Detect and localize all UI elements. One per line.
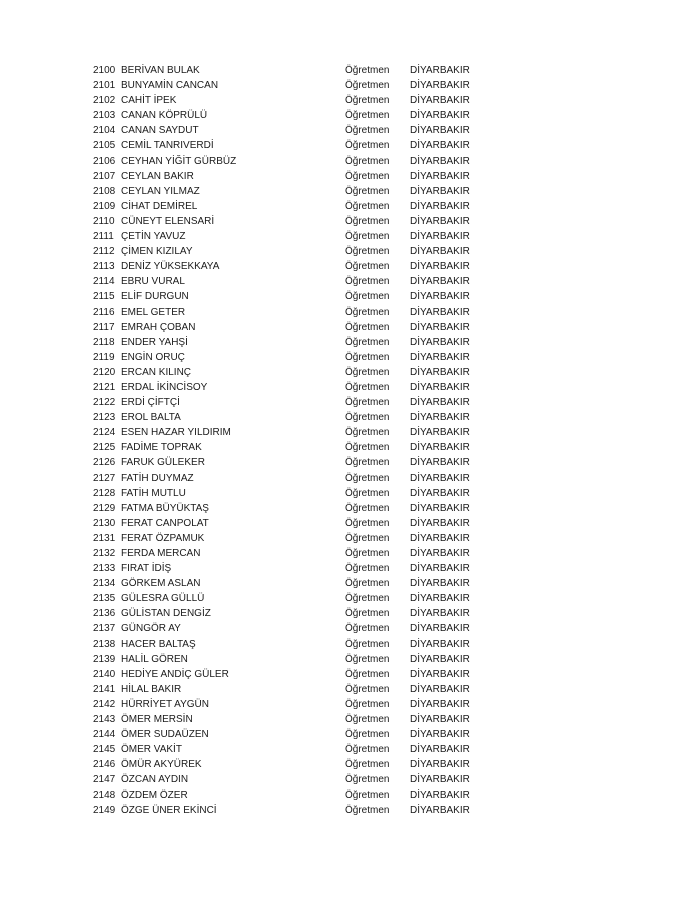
role-label: Öğretmen [345, 714, 390, 726]
record-number: 2105 [93, 140, 116, 152]
list-item [93, 803, 493, 818]
person-name: EBRU VURAL [121, 276, 185, 288]
list-item [93, 788, 493, 803]
person-name: EMEL GETER [121, 306, 186, 318]
list-item [93, 138, 493, 153]
city-label: DİYARBAKIR [410, 231, 470, 243]
city-label: DİYARBAKIR [410, 412, 470, 424]
list-item [93, 214, 493, 229]
list-item [93, 63, 493, 78]
list-item [93, 335, 493, 350]
role-label: Öğretmen [345, 291, 390, 303]
role-label: Öğretmen [345, 185, 390, 197]
person-name: FADİME TOPRAK [121, 442, 202, 454]
list-item [93, 772, 493, 787]
record-number: 2146 [93, 759, 116, 771]
city-label: DİYARBAKIR [410, 548, 470, 559]
role-label: Öğretmen [345, 110, 390, 122]
record-number: 2135 [93, 593, 116, 605]
role-label: Öğretmen [345, 517, 390, 529]
city-label: DİYARBAKIR [410, 759, 470, 771]
person-name: CEYLAN BAKIR [121, 170, 194, 182]
role-label: Öğretmen [345, 366, 390, 378]
record-number: 2128 [93, 487, 116, 499]
person-name: FARUK GÜLEKER [121, 457, 205, 469]
role-label: Öğretmen [345, 789, 390, 801]
city-label: DİYARBAKIR [410, 291, 470, 303]
list-item [93, 274, 493, 289]
list-item [93, 229, 493, 244]
city-label: DİYARBAKIR [410, 321, 470, 333]
list-item [93, 667, 493, 682]
role-label: Öğretmen [345, 351, 390, 363]
record-number: 2100 [93, 65, 116, 76]
list-item [93, 244, 493, 259]
city-label: DİYARBAKIR [410, 653, 470, 665]
record-number: 2117 [93, 321, 115, 333]
city-label: DİYARBAKIR [410, 457, 470, 469]
role-label: Öğretmen [345, 321, 390, 333]
city-label: DİYARBAKIR [410, 683, 470, 695]
list-item [93, 471, 493, 486]
record-number: 2147 [93, 774, 116, 786]
record-number: 2107 [93, 170, 116, 182]
role-label: Öğretmen [345, 140, 390, 152]
record-number: 2115 [93, 291, 115, 303]
city-label: DİYARBAKIR [410, 65, 470, 76]
city-label: DİYARBAKIR [410, 351, 470, 363]
role-label: Öğretmen [345, 608, 390, 620]
city-label: DİYARBAKIR [410, 563, 470, 575]
record-number: 2106 [93, 155, 116, 167]
list-item [93, 501, 493, 516]
role-label: Öğretmen [345, 65, 390, 76]
role-label: Öğretmen [345, 638, 390, 650]
person-name: FATİH MUTLU [121, 487, 186, 499]
role-label: Öğretmen [345, 472, 390, 484]
record-number: 2136 [93, 608, 116, 620]
role-label: Öğretmen [345, 653, 390, 665]
list-item [93, 350, 493, 365]
role-label: Öğretmen [345, 563, 390, 575]
person-name: CAHİT İPEK [121, 95, 177, 107]
list-item [93, 712, 493, 727]
person-name: ELİF DURGUN [121, 291, 189, 303]
list-item [93, 395, 493, 410]
list-item [93, 154, 493, 169]
person-name: CEMİL TANRIVERDİ [121, 140, 214, 152]
role-label: Öğretmen [345, 668, 390, 680]
record-number: 2141 [93, 683, 116, 695]
city-label: DİYARBAKIR [410, 336, 470, 348]
role-label: Öğretmen [345, 774, 390, 786]
list-item [93, 591, 493, 606]
record-number: 2113 [93, 261, 115, 273]
list-item [93, 561, 493, 576]
person-name: BUNYAMİN CANCAN [121, 80, 219, 92]
person-name: ESEN HAZAR YILDIRIM [121, 427, 231, 439]
record-number: 2129 [93, 502, 116, 514]
city-label: DİYARBAKIR [410, 442, 470, 454]
record-number: 2125 [93, 442, 116, 454]
record-number: 2118 [93, 336, 115, 348]
person-name: ERCAN KILINÇ [121, 366, 192, 378]
city-label: DİYARBAKIR [410, 80, 470, 92]
record-number: 2109 [93, 200, 116, 212]
person-name: CİHAT DEMİREL [121, 200, 198, 212]
record-number: 2132 [93, 548, 116, 559]
list-item [93, 697, 493, 712]
role-label: Öğretmen [345, 729, 390, 741]
city-label: DİYARBAKIR [410, 517, 470, 529]
list-item [93, 78, 493, 93]
person-name: GÜLİSTAN DENGİZ [121, 608, 211, 620]
list-item [93, 169, 493, 184]
person-name: FERAT ÖZPAMUK [121, 532, 205, 544]
role-label: Öğretmen [345, 381, 390, 393]
list-item [93, 259, 493, 274]
role-label: Öğretmen [345, 95, 390, 107]
role-label: Öğretmen [345, 200, 390, 212]
role-label: Öğretmen [345, 412, 390, 424]
list-item [93, 621, 493, 636]
person-name: BERİVAN BULAK [121, 65, 200, 76]
record-number: 2120 [93, 366, 116, 378]
person-name: ENDER YAHŞİ [121, 336, 188, 348]
role-label: Öğretmen [345, 155, 390, 167]
role-label: Öğretmen [345, 744, 390, 756]
city-label: DİYARBAKIR [410, 110, 470, 122]
list-item [93, 516, 493, 531]
person-name: ÖMER MERSİN [121, 714, 193, 726]
role-label: Öğretmen [345, 578, 390, 590]
role-label: Öğretmen [345, 532, 390, 544]
city-label: DİYARBAKIR [410, 714, 470, 726]
role-label: Öğretmen [345, 457, 390, 469]
person-name: CEYHAN YİĞİT GÜRBÜZ [121, 155, 237, 167]
person-name: GÖRKEM ASLAN [121, 578, 201, 590]
city-label: DİYARBAKIR [410, 502, 470, 514]
city-label: DİYARBAKIR [410, 789, 470, 801]
city-label: DİYARBAKIR [410, 608, 470, 620]
list-item [93, 757, 493, 772]
record-number: 2140 [93, 668, 116, 680]
person-name: DENİZ YÜKSEKKAYA [121, 261, 220, 273]
city-label: DİYARBAKIR [410, 804, 470, 816]
person-name: ÖMER VAKİT [121, 744, 182, 756]
record-number: 2130 [93, 517, 116, 529]
role-label: Öğretmen [345, 306, 390, 318]
list-item [93, 184, 493, 199]
list-item [93, 123, 493, 138]
record-number: 2131 [93, 532, 116, 544]
role-label: Öğretmen [345, 231, 390, 243]
record-number: 2102 [93, 95, 116, 107]
record-number: 2111 [93, 231, 114, 243]
person-name: ÖZDEM ÖZER [121, 789, 188, 801]
list-item [93, 727, 493, 742]
list-item [93, 289, 493, 304]
role-label: Öğretmen [345, 759, 390, 771]
record-number: 2144 [93, 729, 116, 741]
list-item [93, 320, 493, 335]
list-item [93, 425, 493, 440]
record-number: 2143 [93, 714, 116, 726]
city-label: DİYARBAKIR [410, 246, 470, 258]
record-number: 2119 [93, 351, 115, 363]
city-label: DİYARBAKIR [410, 200, 470, 212]
person-name: ÇİMEN KIZILAY [121, 246, 193, 258]
record-number: 2123 [93, 412, 116, 424]
person-name: CANAN KÖPRÜLÜ [121, 110, 208, 122]
person-name: FIRAT İDİŞ [121, 563, 172, 575]
city-label: DİYARBAKIR [410, 593, 470, 605]
role-label: Öğretmen [345, 336, 390, 348]
record-number: 2124 [93, 427, 116, 439]
role-label: Öğretmen [345, 683, 390, 695]
record-number: 2126 [93, 457, 116, 469]
role-label: Öğretmen [345, 698, 390, 710]
role-label: Öğretmen [345, 246, 390, 258]
record-number: 2149 [93, 804, 116, 816]
role-label: Öğretmen [345, 261, 390, 273]
record-number: 2139 [93, 653, 116, 665]
city-label: DİYARBAKIR [410, 774, 470, 786]
person-name: CANAN SAYDUT [121, 125, 199, 137]
person-name: GÜLESRA GÜLLÜ [121, 593, 205, 605]
city-label: DİYARBAKIR [410, 306, 470, 318]
role-label: Öğretmen [345, 170, 390, 182]
record-number: 2110 [93, 215, 115, 227]
person-name: ERDİ ÇİFTÇİ [121, 397, 180, 409]
city-label: DİYARBAKIR [410, 623, 470, 635]
person-name: FERDA MERCAN [121, 548, 201, 559]
person-name: FATİH DUYMAZ [121, 472, 194, 484]
city-label: DİYARBAKIR [410, 638, 470, 650]
city-label: DİYARBAKIR [410, 125, 470, 137]
city-label: DİYARBAKIR [410, 427, 470, 439]
record-number: 2114 [93, 276, 115, 288]
person-name: CÜNEYT ELENSARİ [121, 215, 215, 227]
person-name: ÖMER SUDAÜZEN [121, 729, 209, 741]
role-label: Öğretmen [345, 593, 390, 605]
person-name: FATMA BÜYÜKTAŞ [121, 502, 209, 514]
list-item [93, 440, 493, 455]
person-name: EROL BALTA [121, 412, 181, 424]
person-name: FERAT CANPOLAT [121, 517, 209, 529]
person-name: ENGİN ORUÇ [121, 351, 185, 363]
record-number: 2108 [93, 185, 116, 197]
record-number: 2103 [93, 110, 116, 122]
role-label: Öğretmen [345, 427, 390, 439]
teacher-list [93, 63, 493, 818]
city-label: DİYARBAKIR [410, 729, 470, 741]
person-name: HÜRRİYET AYGÜN [121, 698, 209, 710]
record-number: 2122 [93, 397, 116, 409]
record-number: 2145 [93, 744, 116, 756]
city-label: DİYARBAKIR [410, 95, 470, 107]
person-name: ÇETİN YAVUZ [121, 231, 186, 243]
list-item [93, 652, 493, 667]
city-label: DİYARBAKIR [410, 140, 470, 152]
role-label: Öğretmen [345, 502, 390, 514]
city-label: DİYARBAKIR [410, 185, 470, 197]
role-label: Öğretmen [345, 487, 390, 499]
city-label: DİYARBAKIR [410, 170, 470, 182]
list-item [93, 410, 493, 425]
list-item [93, 365, 493, 380]
record-number: 2127 [93, 472, 116, 484]
city-label: DİYARBAKIR [410, 578, 470, 590]
city-label: DİYARBAKIR [410, 487, 470, 499]
record-number: 2138 [93, 638, 116, 650]
list-item [93, 637, 493, 652]
person-name: HEDİYE ANDİÇ GÜLER [121, 668, 229, 680]
role-label: Öğretmen [345, 80, 390, 92]
person-name: HİLAL BAKIR [121, 683, 182, 695]
role-label: Öğretmen [345, 442, 390, 454]
city-label: DİYARBAKIR [410, 397, 470, 409]
city-label: DİYARBAKIR [410, 668, 470, 680]
list-item [93, 93, 493, 108]
city-label: DİYARBAKIR [410, 261, 470, 273]
city-label: DİYARBAKIR [410, 215, 470, 227]
city-label: DİYARBAKIR [410, 472, 470, 484]
list-item [93, 546, 493, 561]
list-item [93, 108, 493, 123]
list-item [93, 682, 493, 697]
person-name: ERDAL İKİNCİSOY [121, 381, 208, 393]
city-label: DİYARBAKIR [410, 155, 470, 167]
city-label: DİYARBAKIR [410, 698, 470, 710]
person-name: HALİL GÖREN [121, 653, 188, 665]
list-item [93, 305, 493, 320]
list-item [93, 606, 493, 621]
role-label: Öğretmen [345, 397, 390, 409]
record-number: 2104 [93, 125, 116, 137]
person-name: ÖZCAN AYDIN [121, 774, 189, 786]
record-number: 2112 [93, 246, 115, 258]
record-number: 2148 [93, 789, 116, 801]
record-number: 2121 [93, 381, 116, 393]
role-label: Öğretmen [345, 804, 390, 816]
person-name: ÖMÜR AKYÜREK [121, 759, 202, 771]
record-number: 2116 [93, 306, 115, 318]
person-name: ÖZGE ÜNER EKİNCİ [121, 804, 217, 816]
list-item [93, 486, 493, 501]
city-label: DİYARBAKIR [410, 366, 470, 378]
list-item [93, 380, 493, 395]
person-name: GÜNGÖR AY [121, 623, 181, 635]
list-item [93, 455, 493, 470]
record-number: 2142 [93, 698, 116, 710]
record-number: 2101 [93, 80, 116, 92]
role-label: Öğretmen [345, 548, 390, 559]
city-label: DİYARBAKIR [410, 532, 470, 544]
record-number: 2133 [93, 563, 116, 575]
role-label: Öğretmen [345, 276, 390, 288]
record-number: 2134 [93, 578, 116, 590]
city-label: DİYARBAKIR [410, 276, 470, 288]
role-label: Öğretmen [345, 623, 390, 635]
city-label: DİYARBAKIR [410, 744, 470, 756]
role-label: Öğretmen [345, 215, 390, 227]
list-item [93, 742, 493, 757]
person-name: CEYLAN YILMAZ [121, 185, 200, 197]
list-item [93, 576, 493, 591]
person-name: EMRAH ÇOBAN [121, 321, 196, 333]
record-number: 2137 [93, 623, 116, 635]
list-item [93, 199, 493, 214]
list-item [93, 531, 493, 546]
role-label: Öğretmen [345, 125, 390, 137]
person-name: HACER BALTAŞ [121, 638, 196, 650]
city-label: DİYARBAKIR [410, 381, 470, 393]
